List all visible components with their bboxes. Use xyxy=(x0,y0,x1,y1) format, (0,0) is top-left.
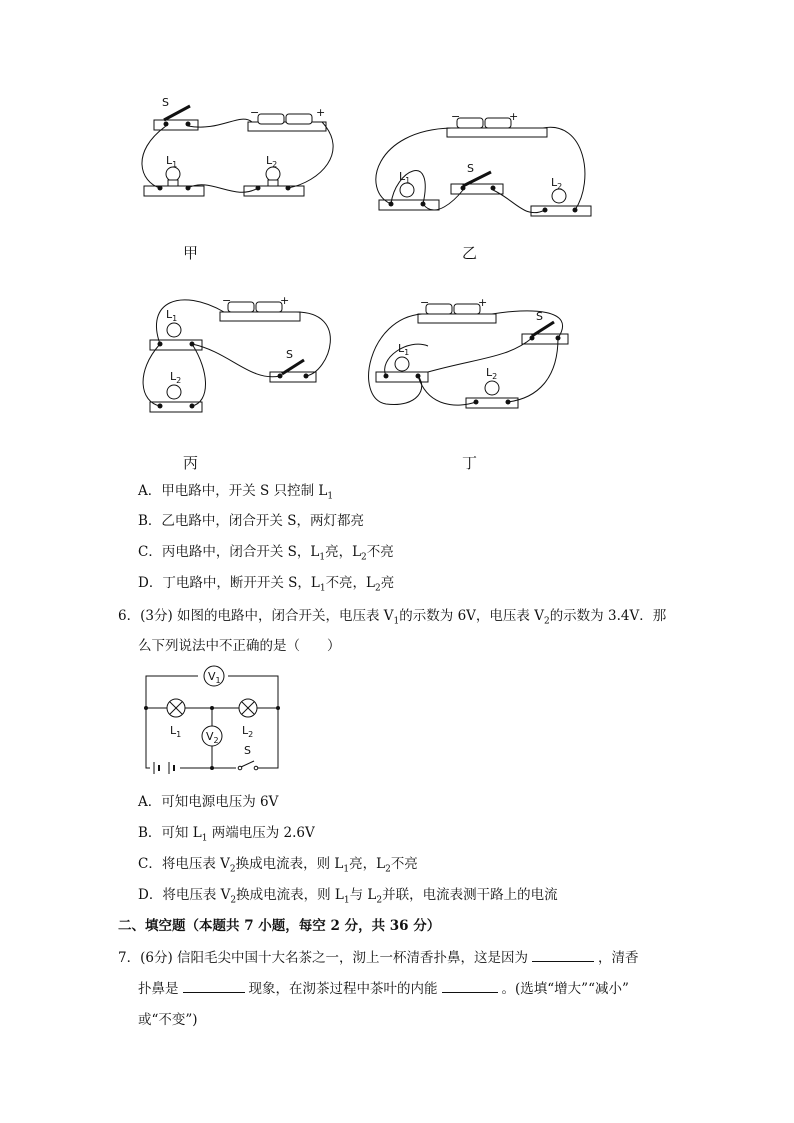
q5-option-c[interactable]: C．丙电路中，闭合开关 S，$L_1$亮，$L_2$不亮 xyxy=(138,544,394,563)
switch-label: S xyxy=(162,96,169,109)
q6-option-c[interactable]: C．将电压表 $V_2$换成电流表，则 $L_1$亮，$L_2$不亮 xyxy=(138,856,418,875)
figure-caption-yi: 乙 xyxy=(462,244,478,262)
battery-cell xyxy=(457,118,483,128)
switch-label: S xyxy=(467,162,474,175)
answer-blank-2[interactable] xyxy=(183,980,245,993)
q5-option-b[interactable]: B．乙电路中，闭合开关 S，两灯都亮 xyxy=(138,513,364,529)
battery-cell xyxy=(228,302,254,312)
lamp-l1 xyxy=(395,357,409,371)
q6-option-a[interactable]: A．可知电源电压为 6V xyxy=(138,794,279,810)
switch-label: S xyxy=(536,310,543,323)
switch-base xyxy=(154,120,198,130)
figure-caption-ding: 丁 xyxy=(462,454,478,472)
switch-label: S xyxy=(286,348,293,361)
lamp-l1 xyxy=(166,167,180,181)
circuit-figure-yi xyxy=(375,110,605,225)
lamp-l1-label: $L_1$ xyxy=(399,170,411,185)
battery-cell xyxy=(258,114,284,124)
lamp-l2 xyxy=(485,381,499,395)
circuit-figure-ding xyxy=(368,298,578,418)
battery-cell xyxy=(256,302,282,312)
figure-caption-jia: 甲 xyxy=(183,244,199,262)
q5-option-a[interactable]: A．甲电路中，开关 S 只控制 $L_1$ xyxy=(138,483,334,502)
q6-option-d[interactable]: D．将电压表 $V_2$换成电流表，则 $L_1$与 $L_2$并联，电流表测干路上的电流 xyxy=(138,887,558,906)
v2-label: $V_2$ xyxy=(206,730,219,745)
lamp-l2 xyxy=(167,385,181,399)
battery-plus: + xyxy=(509,110,519,123)
lamp-l1-label: $L_1$ xyxy=(166,154,178,169)
switch-base xyxy=(270,372,316,382)
battery-minus: − xyxy=(451,110,461,123)
s-label: S xyxy=(244,744,251,757)
q5-option-d[interactable]: D．丁电路中，断开开关 S，$L_1$不亮，$L_2$亮 xyxy=(138,575,395,594)
lamp-l1 xyxy=(400,183,414,197)
q7-line3: 或“不变”) xyxy=(138,1012,198,1028)
battery-cell xyxy=(426,304,452,314)
lamp-l1-label: $L_1$ xyxy=(166,308,178,323)
l2-label: $L_2$ xyxy=(242,724,254,739)
lamp-l2-label: $L_2$ xyxy=(170,370,182,385)
battery-cell xyxy=(485,118,511,128)
answer-blank-1[interactable] xyxy=(532,949,594,962)
q6-circuit-diagram xyxy=(138,664,288,779)
circuit-figure-jia xyxy=(140,92,340,212)
battery-minus: − xyxy=(222,294,232,307)
q6-option-b[interactable]: B．可知 $L_1$ 两端电压为 2.6V xyxy=(138,825,315,844)
lamp-l2-label: $L_2$ xyxy=(551,176,563,191)
lamp-l2 xyxy=(552,189,566,203)
battery-plus: + xyxy=(316,106,326,119)
answer-blank-3[interactable] xyxy=(442,980,498,993)
q7-line2: 扑鼻是 现象，在沏茶过程中茶叶的内能 。(选填“增大”“减小” xyxy=(138,981,629,997)
v1-label: $V_1$ xyxy=(208,670,221,685)
battery-plus: + xyxy=(478,296,488,309)
q7-line1: 7．(6分) 信阳毛尖中国十大名茶之一，沏上一杯清香扑鼻，这是因为 ，清香 xyxy=(118,950,639,966)
lamp-l1 xyxy=(167,323,181,337)
figure-caption-bing: 丙 xyxy=(183,454,199,472)
lamp-l2-label: $L_2$ xyxy=(266,154,278,169)
battery-minus: − xyxy=(420,296,430,309)
section-heading: 二、填空题（本题共 7 小题，每空 2 分，共 36 分） xyxy=(118,918,441,934)
circuit-figure-bing xyxy=(140,292,330,422)
battery-plus: + xyxy=(280,294,290,307)
lamp-l2 xyxy=(266,167,280,181)
q6-stem-line2: 么下列说法中不正确的是（ ） xyxy=(138,638,341,654)
q6-stem-line1: 6．(3分) 如图的电路中，闭合开关，电压表 $V_1$的示数为 6V，电压表 $V_2$的示数为 3.4V．那 xyxy=(118,608,667,627)
battery-minus: − xyxy=(250,106,260,119)
lamp-l1-label: $L_1$ xyxy=(398,342,410,357)
switch-base xyxy=(522,334,568,344)
lamp-l2-label: $L_2$ xyxy=(486,366,498,381)
battery-cell xyxy=(286,114,312,124)
l1-label: $L_1$ xyxy=(170,724,182,739)
battery-cell xyxy=(454,304,480,314)
